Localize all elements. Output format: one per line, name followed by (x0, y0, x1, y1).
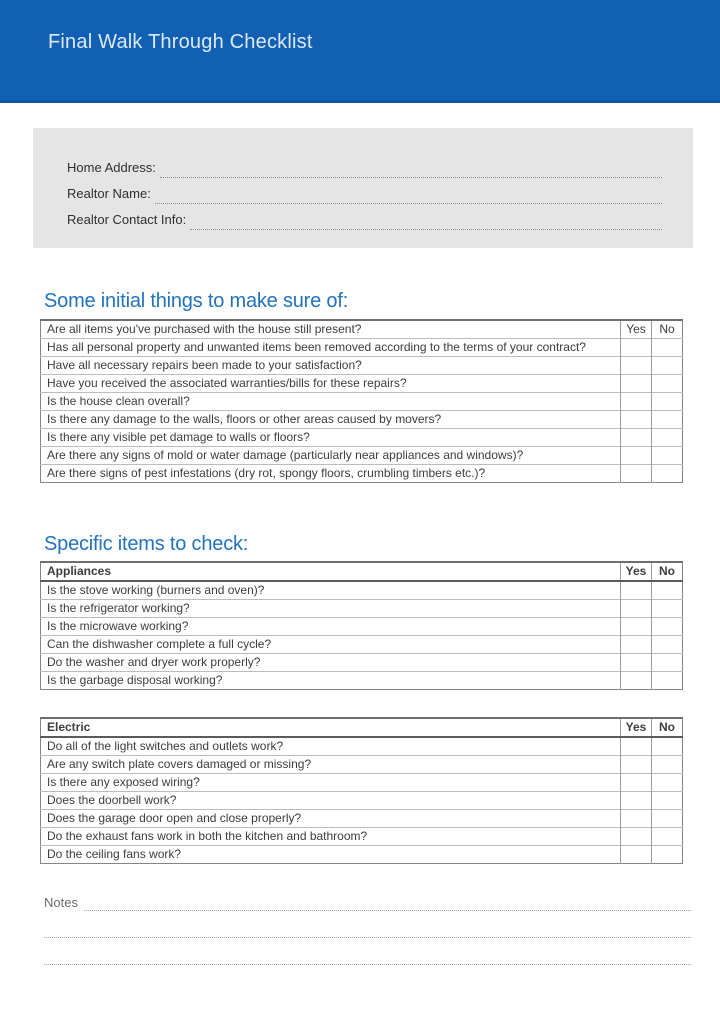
yes-checkbox-cell[interactable] (621, 846, 652, 864)
yes-checkbox-cell[interactable] (621, 810, 652, 828)
no-checkbox-cell[interactable] (652, 465, 683, 483)
table-row (41, 320, 683, 339)
table-row (41, 339, 683, 357)
table-row (41, 447, 683, 465)
question-cell: Can the dishwasher complete a full cycle? (41, 636, 621, 654)
question-cell: Does the doorbell work? (41, 792, 621, 810)
info-row-realtor-name (67, 178, 662, 204)
table-row (41, 810, 683, 828)
no-checkbox-cell[interactable] (652, 411, 683, 429)
table-row (41, 672, 683, 690)
no-checkbox-cell[interactable] (652, 774, 683, 792)
question-cell: Have you received the associated warranties/bills for these repairs? (41, 375, 621, 393)
yes-checkbox-cell[interactable] (621, 600, 652, 618)
table-header-row (41, 718, 683, 737)
question-cell: Have all necessary repairs been made to your satisfaction? (41, 357, 621, 375)
table-row (41, 600, 683, 618)
info-box (33, 128, 693, 248)
no-column-label: No (652, 718, 683, 737)
no-checkbox-cell[interactable] (652, 846, 683, 864)
header-band (0, 0, 720, 103)
electric-checklist-table (40, 717, 683, 864)
section-heading-initial: Some initial things to make sure of: (44, 290, 349, 312)
table-header-row (41, 562, 683, 581)
no-checkbox-cell[interactable] (652, 672, 683, 690)
table-row (41, 375, 683, 393)
question-cell: Is there any visible pet damage to walls or floors? (41, 429, 621, 447)
no-checkbox-cell[interactable] (652, 618, 683, 636)
category-label: Electric (41, 718, 621, 737)
appliances-checklist-table (40, 561, 683, 690)
no-checkbox-cell[interactable] (652, 654, 683, 672)
question-cell: Are there signs of pest infestations (dry rot, spongy floors, crumbling timbers etc.)? (41, 465, 621, 483)
table-row (41, 357, 683, 375)
table-row (41, 429, 683, 447)
no-checkbox-cell[interactable] (652, 339, 683, 357)
table-row (41, 581, 683, 600)
realtor-name-field[interactable] (155, 187, 662, 204)
question-cell: Is the garbage disposal working? (41, 672, 621, 690)
no-checkbox-cell[interactable] (652, 581, 683, 600)
notes-field-line-2[interactable] (44, 924, 691, 938)
question-cell: Do all of the light switches and outlets work? (41, 737, 621, 756)
yes-checkbox-cell[interactable] (621, 792, 652, 810)
no-checkbox-cell[interactable] (652, 447, 683, 465)
yes-checkbox-cell[interactable] (621, 636, 652, 654)
yes-checkbox-cell[interactable] (621, 447, 652, 465)
yes-checkbox-cell[interactable] (621, 828, 652, 846)
realtor-name-label: Realtor Name: (67, 186, 151, 201)
question-cell: Are there any signs of mold or water damage (particularly near appliances and windows)? (41, 447, 621, 465)
table-row (41, 411, 683, 429)
table-row (41, 792, 683, 810)
table-row (41, 828, 683, 846)
notes-field-line-1[interactable] (84, 897, 691, 911)
no-checkbox-cell[interactable] (652, 810, 683, 828)
table-row (41, 636, 683, 654)
yes-checkbox-cell[interactable] (621, 357, 652, 375)
yes-column-label: Yes (621, 562, 652, 581)
no-checkbox-cell[interactable] (652, 756, 683, 774)
yes-checkbox-cell[interactable] (621, 339, 652, 357)
yes-checkbox-cell[interactable] (621, 737, 652, 756)
yes-checkbox-cell[interactable] (621, 618, 652, 636)
question-cell: Do the exhaust fans work in both the kitchen and bathroom? (41, 828, 621, 846)
no-checkbox-cell[interactable] (652, 636, 683, 654)
yes-column-label: Yes (621, 718, 652, 737)
no-checkbox-cell[interactable] (652, 737, 683, 756)
notes-section (44, 893, 691, 965)
question-cell: Is the house clean overall? (41, 393, 621, 411)
info-row-realtor-contact (67, 204, 662, 230)
question-cell: Is there any damage to the walls, floors or other areas caused by movers? (41, 411, 621, 429)
table-row (41, 618, 683, 636)
question-cell: Is there any exposed wiring? (41, 774, 621, 792)
yes-checkbox-cell[interactable] (621, 774, 652, 792)
table-row (41, 465, 683, 483)
question-cell: Does the garage door open and close properly? (41, 810, 621, 828)
no-column-label: No (652, 320, 683, 339)
question-cell: Is the microwave working? (41, 618, 621, 636)
no-checkbox-cell[interactable] (652, 393, 683, 411)
table-row (41, 846, 683, 864)
yes-checkbox-cell[interactable] (621, 465, 652, 483)
no-checkbox-cell[interactable] (652, 792, 683, 810)
question-cell: Is the refrigerator working? (41, 600, 621, 618)
no-checkbox-cell[interactable] (652, 600, 683, 618)
yes-checkbox-cell[interactable] (621, 429, 652, 447)
initial-checklist-table (40, 319, 683, 483)
question-cell: Are any switch plate covers damaged or missing? (41, 756, 621, 774)
info-row-home-address (67, 152, 662, 178)
table-row (41, 654, 683, 672)
section-heading-specific: Specific items to check: (44, 533, 249, 555)
no-column-label: No (652, 562, 683, 581)
no-checkbox-cell[interactable] (652, 357, 683, 375)
table-row (41, 756, 683, 774)
yes-column-label: Yes (621, 320, 652, 339)
no-checkbox-cell[interactable] (652, 828, 683, 846)
yes-checkbox-cell[interactable] (621, 375, 652, 393)
yes-checkbox-cell[interactable] (621, 672, 652, 690)
no-checkbox-cell[interactable] (652, 375, 683, 393)
page-title: Final Walk Through Checklist (48, 31, 313, 53)
realtor-contact-label: Realtor Contact Info: (67, 212, 187, 227)
no-checkbox-cell[interactable] (652, 429, 683, 447)
question-cell: Is the stove working (burners and oven)? (41, 581, 621, 600)
yes-checkbox-cell[interactable] (621, 581, 652, 600)
yes-checkbox-cell[interactable] (621, 654, 652, 672)
notes-label: Notes (44, 895, 78, 910)
question-cell: Do the ceiling fans work? (41, 846, 621, 864)
table-row (41, 393, 683, 411)
yes-checkbox-cell[interactable] (621, 756, 652, 774)
question-cell: Are all items you've purchased with the house still present? (47, 322, 362, 336)
table-row (41, 774, 683, 792)
category-label: Appliances (41, 562, 621, 581)
notes-field-line-3[interactable] (44, 951, 691, 965)
question-cell: Has all personal property and unwanted items been removed according to the terms of your contract? (41, 339, 621, 357)
yes-checkbox-cell[interactable] (621, 411, 652, 429)
notes-row (44, 893, 691, 911)
home-address-field[interactable] (160, 161, 662, 178)
yes-checkbox-cell[interactable] (621, 393, 652, 411)
question-cell: Do the washer and dryer work properly? (41, 654, 621, 672)
realtor-contact-field[interactable] (190, 213, 662, 230)
table-row (41, 737, 683, 756)
home-address-label: Home Address: (67, 160, 156, 175)
